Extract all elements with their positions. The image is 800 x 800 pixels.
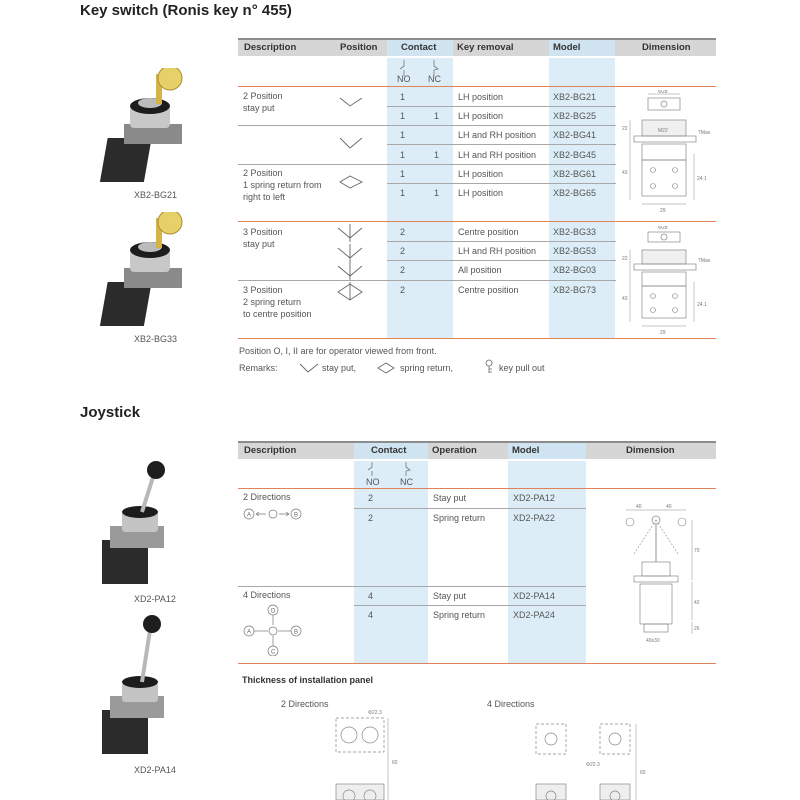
xd2-pa14-product-image <box>96 612 206 762</box>
key-switch-dimension-drawing-2 <box>620 226 714 336</box>
jcontact-no-label: NO <box>366 477 380 487</box>
dim1-w: 29 <box>660 208 666 214</box>
dim2-side2: 7Max <box>698 258 711 264</box>
four-direction-icon <box>242 604 306 656</box>
ks-row-1-no: 1 <box>400 92 406 102</box>
ks-row-8-model: XB2-BG53 <box>553 246 597 256</box>
js-row-1-model: XD2-PA12 <box>513 493 555 503</box>
js-row-3-model: XD2-PA14 <box>513 591 555 601</box>
joystick-title: Joystick <box>80 404 141 421</box>
ks-row-10-key: Centre position <box>458 285 519 295</box>
ks-row-5-key: LH position <box>458 169 504 179</box>
jdim-w1: 40 <box>636 504 642 510</box>
ks-row-4-nc: 1 <box>434 150 440 160</box>
ks-row-7-no: 2 <box>400 227 406 237</box>
js-row-2-model: XD2-PA22 <box>513 513 555 523</box>
jheader-model: Model <box>512 445 540 456</box>
dim2-top: Φ28 <box>658 226 668 231</box>
ks-row-4-model: XB2-BG45 <box>553 150 597 160</box>
remarks-stay-put: stay put, <box>322 363 357 373</box>
contact-column-bg <box>387 58 453 338</box>
jdim-h1: 70 <box>694 548 700 554</box>
ks-row-5-model: XB2-BG61 <box>553 169 597 179</box>
group-desc-2: 2 Position 1 spring return from right to left <box>243 168 322 202</box>
jdir-a2: A <box>247 629 252 636</box>
ks-row-4-no: 1 <box>400 150 406 160</box>
header-model: Model <box>553 42 581 53</box>
js-row-2-contact: 2 <box>368 513 374 523</box>
ks-row-4-key: LH and RH position <box>458 150 537 160</box>
jheader-description: Description <box>244 445 297 456</box>
jdir-b2: B <box>294 629 299 636</box>
ks-row-7-model: XB2-BG33 <box>553 227 597 237</box>
ks-row-7-key: Centre position <box>458 227 519 237</box>
product-label-xd2-pa12: XD2-PA12 <box>134 594 176 604</box>
ks-row-2-nc: 1 <box>434 111 440 121</box>
group-desc-4: 3 Position 2 spring return to centre position <box>243 285 312 319</box>
ks-row-10-no: 2 <box>400 285 406 295</box>
contact-nc-label: NC <box>428 74 441 84</box>
joystick-contact-column-bg <box>354 461 428 663</box>
remarks-label: Remarks: <box>239 363 278 373</box>
jdim-base: 40x30 <box>646 638 660 644</box>
ks-row-9-no: 2 <box>400 265 406 275</box>
panel-hole-4dir: Φ22.3 <box>586 762 600 768</box>
key-switch-note: Position O, I, II are for operator viewed from front. <box>239 346 437 356</box>
js-row-4-model: XD2-PA24 <box>513 610 555 620</box>
xb2-bg33-product-image <box>100 212 220 332</box>
header-contact: Contact <box>401 42 437 53</box>
js-row-1-operation: Stay put <box>433 493 467 503</box>
jdir-d: D <box>271 608 276 615</box>
ks-row-3-model: XB2-BG41 <box>553 130 597 140</box>
ks-row-2-no: 1 <box>400 111 406 121</box>
ks-row-6-key: LH position <box>458 188 504 198</box>
product-label-xd2-pa14: XD2-PA14 <box>134 765 176 775</box>
joystick-table-header <box>238 441 716 459</box>
jdir-a: A <box>247 512 252 519</box>
jcontact-nc-label: NC <box>400 477 413 487</box>
ks-row-3-key: LH and RH position <box>458 130 537 140</box>
panel-four-dir-label: 4 Directions <box>487 699 535 709</box>
dim1-m: M22 <box>658 128 668 134</box>
dim1-top: Φ28 <box>658 90 668 95</box>
dim2-h1: 43 <box>622 296 628 302</box>
group-desc-1: 2 Position stay put <box>243 91 283 113</box>
panel-two-dir-label: 2 Directions <box>281 699 329 709</box>
dim1-h1: 43 <box>622 170 628 176</box>
dim1-side1: 22 <box>622 126 628 132</box>
ks-row-5-no: 1 <box>400 169 406 179</box>
js-row-1-contact: 2 <box>368 493 374 503</box>
product-label-xb2-bg21: XB2-BG21 <box>134 190 178 200</box>
contact-no-label: NO <box>397 74 411 84</box>
jgroup-desc-2: 4 Directions <box>243 590 291 600</box>
ks-row-9-key: All position <box>458 265 502 275</box>
ks-row-1-model: XB2-BG21 <box>553 92 597 102</box>
jdim-h3: 26 <box>694 626 700 632</box>
panel-spacing-2dir: 60 <box>392 760 398 766</box>
ks-row-3-no: 1 <box>400 130 406 140</box>
js-row-3-operation: Stay put <box>433 591 467 601</box>
key-switch-table-header <box>238 38 716 56</box>
header-position: Position <box>340 42 378 53</box>
js-row-3-contact: 4 <box>368 591 374 601</box>
header-dimension: Dimension <box>642 42 691 53</box>
joystick-dimension-drawing <box>612 500 704 650</box>
js-row-4-operation: Spring return <box>433 610 486 620</box>
ks-row-8-no: 2 <box>400 246 406 256</box>
jdir-b: B <box>294 512 299 519</box>
xb2-bg21-product-image <box>100 68 220 188</box>
ks-row-6-no: 1 <box>400 188 406 198</box>
remarks-key-pull-out: key pull out <box>499 363 545 373</box>
header-description: Description <box>244 42 297 53</box>
two-direction-icon <box>242 506 306 522</box>
dim1-side2: 7Max <box>698 130 711 136</box>
panel-title: Thickness of installation panel <box>242 675 374 685</box>
jdir-c: C <box>271 649 276 656</box>
ks-row-8-key: LH and RH position <box>458 246 537 256</box>
spring-return-icon <box>376 361 396 375</box>
js-row-4-contact: 4 <box>368 610 374 620</box>
stay-put-icon <box>298 362 320 374</box>
ks-row-9-model: XB2-BG03 <box>553 265 597 275</box>
jheader-contact: Contact <box>371 445 407 456</box>
key-switch-title: Key switch (Ronis key n° 455) <box>80 2 292 19</box>
xd2-pa12-product-image <box>96 456 206 592</box>
product-label-xb2-bg33: XB2-BG33 <box>134 334 178 344</box>
jgroup-desc-1: 2 Directions <box>243 492 291 502</box>
ks-row-1-key: LH position <box>458 92 504 102</box>
group-desc-3: 3 Position stay put <box>243 227 283 249</box>
dim1-h2: 24.1 <box>697 176 707 182</box>
ks-row-2-key: LH position <box>458 111 504 121</box>
panel-cutout-2dir <box>332 704 422 800</box>
key-pull-out-icon <box>482 359 496 375</box>
jdim-w2: 40 <box>666 504 672 510</box>
dim2-side1: 22 <box>622 256 628 262</box>
panel-hole-2dir: Φ22.3 <box>368 710 382 716</box>
panel-spacing-4dir: 60 <box>640 770 646 776</box>
position-symbols <box>334 88 374 338</box>
key-switch-dimension-drawing-1 <box>620 90 714 218</box>
dim2-h2: 24.1 <box>697 302 707 308</box>
ks-row-2-model: XB2-BG25 <box>553 111 597 121</box>
js-row-2-operation: Spring return <box>433 513 486 523</box>
panel-cutout-4dir <box>524 704 654 800</box>
remarks-spring-return: spring return, <box>400 363 454 373</box>
jheader-operation: Operation <box>432 445 477 456</box>
ks-row-10-model: XB2-BG73 <box>553 285 597 295</box>
joystick-model-column-bg <box>508 461 586 663</box>
jheader-dimension: Dimension <box>626 445 675 456</box>
ks-row-6-nc: 1 <box>434 188 440 198</box>
dim2-w: 29 <box>660 330 666 336</box>
ks-row-6-model: XB2-BG65 <box>553 188 597 198</box>
jdim-h2: 42 <box>694 600 700 606</box>
header-key-removal: Key removal <box>457 42 514 53</box>
